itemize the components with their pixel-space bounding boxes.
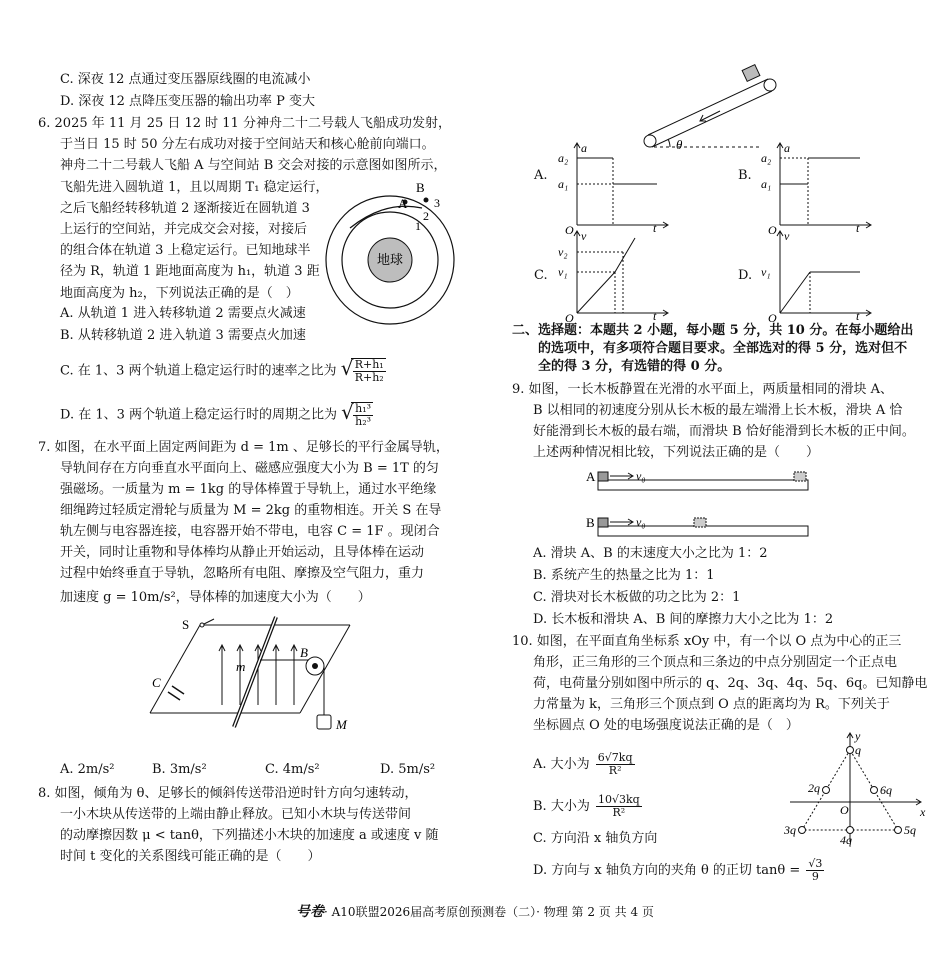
tick-v1: v₁ bbox=[761, 265, 771, 279]
graph-c bbox=[555, 228, 675, 323]
q6-stem-line: 神舟二十二号载人飞船 A 与空间站 B 交会对接的示意图如图所示， bbox=[60, 158, 447, 173]
q7-stem-line: 加速度 g = 10m/s²，导体棒的加速度大小为（ ） bbox=[60, 590, 371, 605]
q7-stem-line: 7. 如图，在水平面上固定两间距为 d = 1m 、足够长的平行金属导轨， bbox=[38, 440, 449, 455]
q7-stem-line: 强磁场。一质量为 m = 1kg 的导体棒置于导轨上，通过水平绝缘 bbox=[60, 482, 437, 497]
charge-6q: 6q bbox=[880, 783, 892, 797]
charge-5q: 5q bbox=[904, 823, 916, 837]
axis-t: t bbox=[856, 221, 860, 235]
axis-a: a bbox=[784, 141, 790, 155]
q6-option-c: C. 在 1、3 两个轨道上稳定运行时的速率之比为 √ $\frac{\text{R+h₁}}{\text{R+h₂}}$ bbox=[60, 358, 386, 384]
q8-stem-line: 8. 如图，倾角为 θ、足够长的倾斜传送带沿逆时针方向匀速转动， bbox=[38, 786, 418, 801]
q9-stem-line: 好能滑到长木板的最右端，而滑块 B 恰好能滑到长木板的正中间。 bbox=[533, 424, 915, 439]
q6-stem-line: 的组合体在轨道 3 上稳定运行。已知地球半 bbox=[60, 243, 311, 258]
origin-label: O bbox=[840, 803, 849, 817]
q7-stem-line: 导轨间存在方向垂直水平面向上、磁感应强度大小为 B = 1T 的匀 bbox=[60, 461, 439, 476]
q6-option-a: A. 从轨道 1 进入转移轨道 2 需要点火减速 bbox=[60, 306, 306, 321]
graph-d-label: D. bbox=[738, 268, 753, 283]
graph-b bbox=[758, 140, 878, 235]
origin: O bbox=[768, 311, 777, 325]
q7-stem-line: 细绳跨过轻质定滑轮与质量为 M = 2kg 的重物相连。开关 S 在导 bbox=[60, 503, 442, 518]
q7-stem-line: 轨左侧与电容器连接，电容器开始不带电，电容 C = 1F 。现闭合 bbox=[60, 524, 440, 539]
q6-stem-line: 于当日 15 时 50 分左右成功对接于空间站天和核心舱前向端口。 bbox=[60, 137, 435, 152]
charge-triangle-diagram bbox=[780, 730, 930, 845]
slider-b-label: B bbox=[586, 515, 595, 530]
axis-t: t bbox=[653, 309, 657, 323]
q6d-denominator: h₂³ bbox=[355, 415, 372, 428]
origin: O bbox=[768, 223, 777, 237]
orbit-label-1: 1 bbox=[415, 219, 421, 233]
q7-option-b: B. 3m/s² bbox=[152, 762, 207, 777]
board-slider-diagram bbox=[580, 468, 820, 540]
tick-a1: a₁ bbox=[761, 177, 772, 191]
q7-option-c: C. 4m/s² bbox=[265, 762, 320, 777]
q9-option-d: D. 长木板和滑块 A、B 间的摩擦力大小之比为 1：2 bbox=[533, 612, 834, 627]
graph-d bbox=[758, 228, 878, 323]
axis-t: t bbox=[653, 221, 657, 235]
q9-stem-line: 上述两种情况相比较，下列说法正确的是（ ） bbox=[533, 445, 820, 460]
orbit-label-2: 2 bbox=[423, 209, 429, 223]
page-footer: 号卷· A10联盟2026届高考原创预测卷（二）· 物理 第 2 页 共 4 页 bbox=[296, 904, 654, 920]
y-axis-label: y bbox=[855, 729, 861, 743]
incline-angle-label: θ bbox=[676, 137, 683, 152]
q10-stem-line: 力常量为 k，三角形三个顶点到 O 点的距离均为 R。下列关于 bbox=[533, 697, 890, 712]
axis-v: v bbox=[581, 229, 587, 243]
q10-stem-line: 10. 如图，在平面直角坐标系 xOy 中，有一个以 O 点为中心的正三 bbox=[512, 634, 902, 649]
q9-option-c: C. 滑块对长木板做的功之比为 2：1 bbox=[533, 590, 741, 605]
rod-mass-label: m bbox=[236, 659, 246, 674]
charge-q: q bbox=[855, 743, 861, 757]
graph-a-label: A. bbox=[534, 168, 548, 183]
weight-mass-label: M bbox=[336, 717, 347, 732]
q6-option-d: D. 在 1、3 两个轨道上稳定运行时的周期之比为 √ $\frac{\text{h₁³}}{\text{h₂³}}$ bbox=[60, 402, 373, 428]
q7-option-d: D. 5m/s² bbox=[380, 762, 436, 777]
q5-option-c: C. 深夜 12 点通过变压器原线圈的电流减小 bbox=[60, 72, 311, 87]
q6-stem-line: 飞船先进入圆轨道 1，且以周期 T₁ 稳定运行， bbox=[60, 180, 329, 195]
section2-heading: 的选项中，有多项符合题目要求。全部选对的得 5 分，选对但不 bbox=[538, 341, 908, 356]
switch-label: S bbox=[182, 617, 190, 632]
charge-3q: 3q bbox=[784, 823, 796, 837]
graph-a bbox=[555, 140, 675, 235]
q10-stem-line: 荷，电荷量分别如图中所示的 q、2q、3q、4q、5q、6q。已知静电 bbox=[533, 676, 928, 691]
q7-stem-line: 过程中始终垂直于导轨，忽略所有电阻、摩擦及空气阻力，重力 bbox=[60, 566, 425, 581]
q6-option-b: B. 从转移轨道 2 进入轨道 3 需要点火加速 bbox=[60, 328, 306, 343]
q6-stem-line: 径为 R，轨道 1 距地面高度为 h₁，轨道 3 距 bbox=[60, 264, 320, 279]
axis-a: a bbox=[581, 141, 587, 155]
q6c-numerator: √ R+h₁ bbox=[354, 358, 384, 371]
orbit-diagram bbox=[330, 180, 470, 330]
v0-label: v₀ bbox=[636, 515, 646, 529]
q9-option-b: B. 系统产生的热量之比为 1：1 bbox=[533, 568, 715, 583]
section2-heading: 二、选择题：本题共 2 小题，每小题 5 分，共 10 分。在每小题给出 bbox=[512, 323, 914, 338]
orbit-label-b: B bbox=[416, 180, 425, 195]
tick-v2: v₂ bbox=[558, 245, 568, 259]
field-label: B bbox=[300, 645, 308, 660]
capacitor-label: C bbox=[152, 675, 161, 690]
q9-stem-line: B 以相同的初速度分别从长木板的最左端滑上长木板，滑块 A 恰 bbox=[533, 403, 903, 418]
q9-stem-line: 9. 如图，一长木板静置在光滑的水平面上，两质量相同的滑块 A、 bbox=[512, 382, 894, 397]
q10-option-b: B. 大小为 $\frac{10√3kq}{\text{R²}}$ bbox=[533, 793, 640, 819]
x-axis-label: x bbox=[920, 805, 926, 819]
orbit-label-3: 3 bbox=[434, 196, 440, 210]
tick-a2: a₂ bbox=[761, 151, 772, 165]
graph-c-label: C. bbox=[534, 268, 548, 283]
tick-a1: a₁ bbox=[558, 177, 569, 191]
rail-circuit-diagram bbox=[140, 615, 360, 750]
q6-stem-line: 上运行的空间站，并完成交会对接，对接后 bbox=[60, 222, 308, 237]
axis-t: t bbox=[856, 309, 860, 323]
q5-option-d: D. 深夜 12 点降压变压器的输出功率 P 变大 bbox=[60, 94, 316, 109]
q6d-numerator: √ h₁³ bbox=[355, 402, 372, 415]
origin: O bbox=[565, 311, 574, 325]
tick-v1: v₁ bbox=[558, 265, 568, 279]
graph-b-label: B. bbox=[738, 168, 752, 183]
q10-option-a: A. 大小为 $\frac{6√7kq}{\text{R²}}$ bbox=[533, 751, 633, 777]
tick-a2: a₂ bbox=[558, 151, 569, 165]
q10-stem-line: 坐标圆点 O 处的电场强度说法正确的是（ ） bbox=[533, 718, 799, 733]
q10-option-c: C. 方向沿 x 轴负方向 bbox=[533, 831, 658, 846]
charge-2q: 2q bbox=[808, 781, 820, 795]
charge-4q: 4q bbox=[840, 833, 852, 847]
origin: O bbox=[565, 223, 574, 237]
q10-option-d: D. 方向与 x 轴负方向的夹角 θ 的正切 tanθ = $\frac{√3}{9}$ bbox=[533, 857, 823, 883]
q7-stem-line: 开关，同时让重物和导体棒均从静止开始运动，且导体棒在运动 bbox=[60, 545, 425, 560]
q8-stem-line: 的动摩擦因数 μ < tanθ，下列描述小木块的加速度 a 或速度 v 随 bbox=[60, 828, 439, 843]
q8-stem-line: 时间 t 变化的关系图线可能正确的是（ ） bbox=[60, 849, 321, 864]
q6-stem-line: 6. 2025 年 11 月 25 日 12 时 11 分神舟二十二号载人飞船成功发射， bbox=[38, 116, 451, 131]
q9-option-a: A. 滑块 A、B 的末速度大小之比为 1：2 bbox=[533, 546, 768, 561]
earth-label: 地球 bbox=[376, 252, 404, 267]
q7-option-a: A. 2m/s² bbox=[60, 762, 115, 777]
q10-stem-line: 角形，正三角形的三个顶点和三条边的中点分别固定一个正点电 bbox=[533, 655, 898, 670]
footer-logo: 号卷 bbox=[296, 904, 324, 920]
q6c-denominator: R+h₂ bbox=[354, 371, 384, 384]
v0-label: v₀ bbox=[636, 469, 646, 483]
slider-a-label: A bbox=[586, 469, 596, 484]
q6-stem-line: 地面高度为 h₂，下列说法正确的是（ ） bbox=[60, 286, 299, 301]
q6-stem-line: 之后飞船经转移轨道 2 逐渐接近在圆轨道 3 bbox=[60, 201, 310, 216]
section2-heading: 全的得 3 分，有选错的得 0 分。 bbox=[538, 359, 731, 374]
q8-stem-line: 一小木块从传送带的上端由静止释放。已知小木块与传送带间 bbox=[60, 807, 412, 822]
axis-v: v bbox=[784, 229, 790, 243]
orbit-label-a: A bbox=[398, 196, 408, 211]
